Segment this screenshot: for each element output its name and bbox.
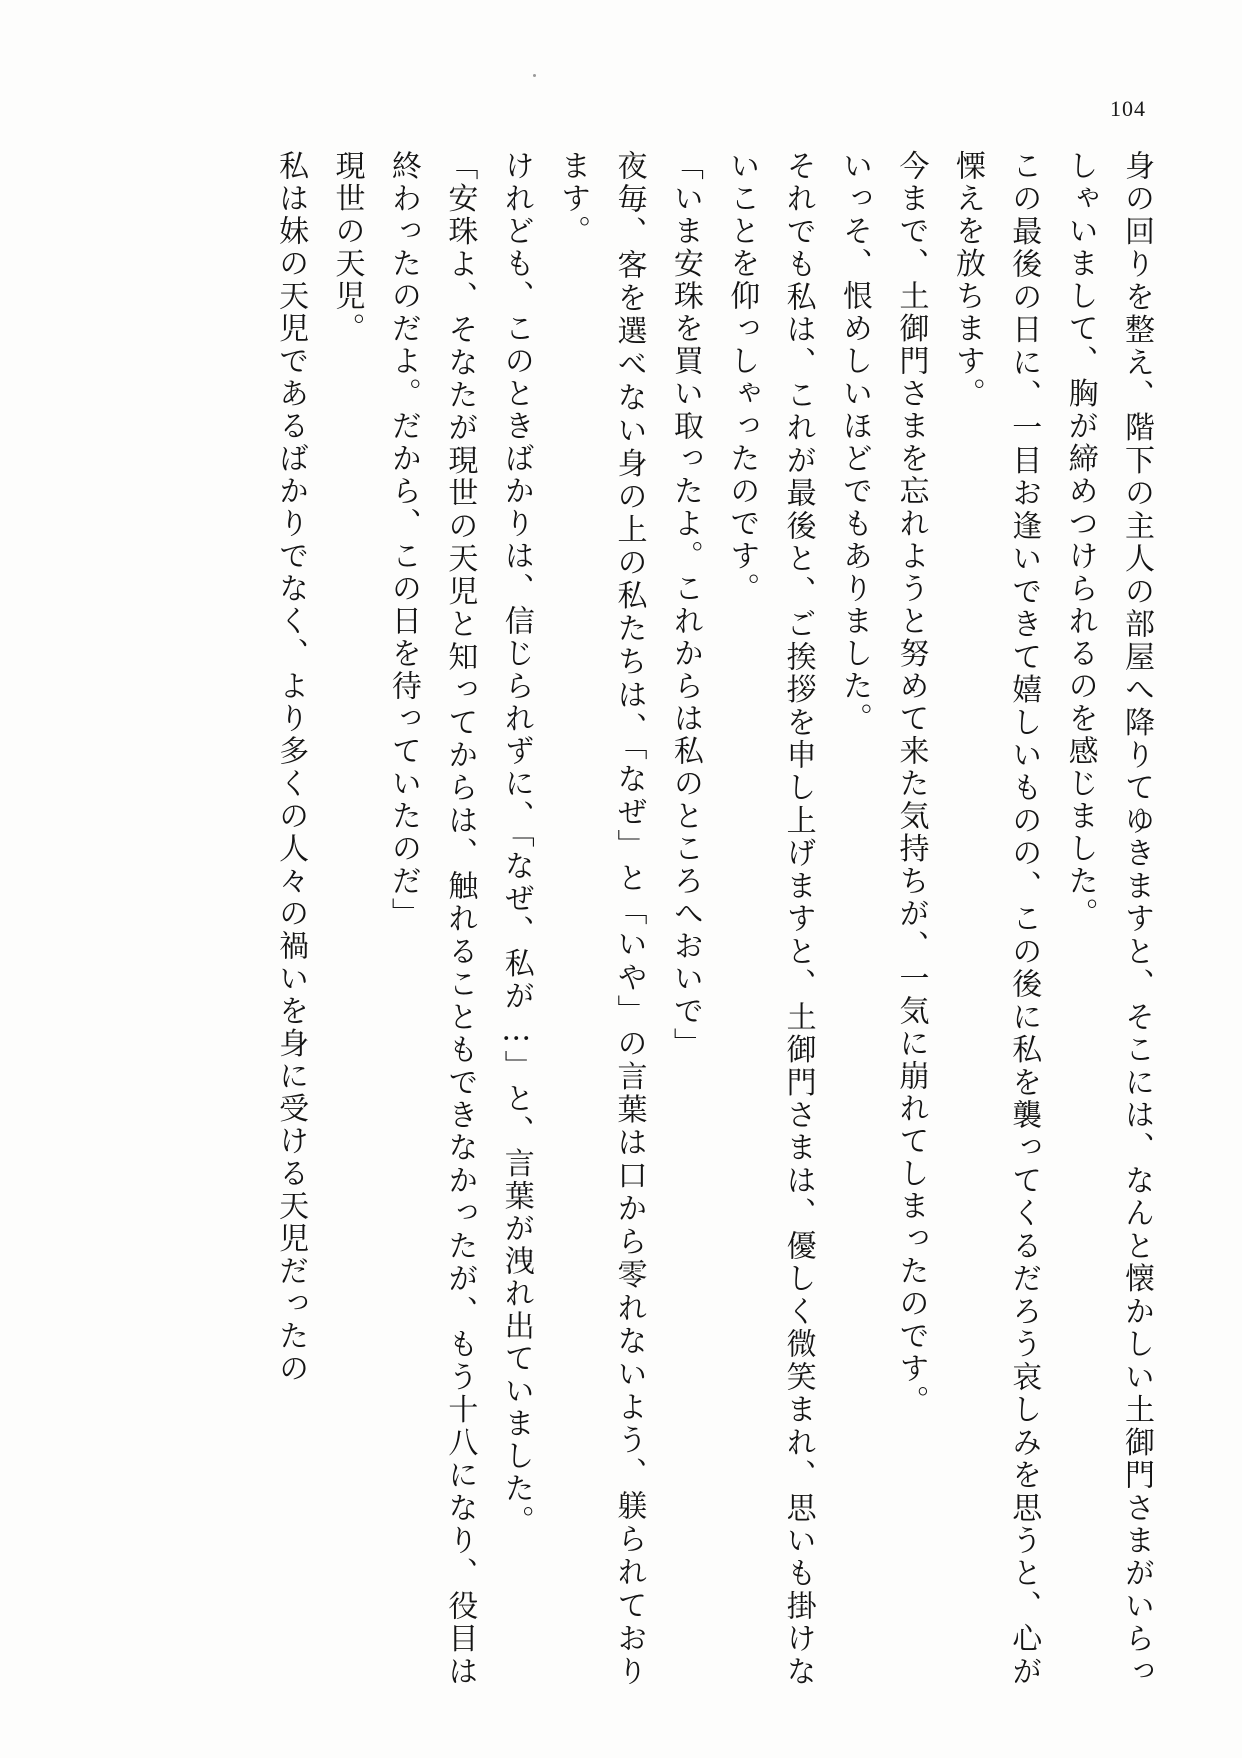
paragraph: それでも私は、これが最後と、ご挨拶を申し上げますと、土御門さまは、優しく微笑まれ、思いも掛けないことを仰っしゃったのです。 bbox=[724, 150, 816, 1689]
page-number: 104 bbox=[1110, 96, 1146, 121]
paragraph: この最後の日に、一目お逢いできて嬉しいものの、この後に私を襲ってくるだろう哀しみを思うと、心が慄えを放ちます。 bbox=[949, 150, 1042, 1689]
paragraph: 現世の天児。 bbox=[329, 150, 365, 345]
paragraph: 「安珠よ、そなたが現世の天児と知ってからは、触れることもできなかったが、もう十八になり、役目は終わったのだよ。だから、この日を待っていたのだ」 bbox=[385, 150, 478, 1688]
page-body-text bbox=[120, 150, 1164, 1688]
paragraph: 今まで、土御門さまを忘れようと努めて来た気持ちが、一気に崩れてしまったのです。 bbox=[893, 150, 929, 1418]
paragraph: 身の回りを整え、階下の主人の部屋へ降りてゆきますと、そこには、なんと懐かしい土御門さまがいらっしゃいまして、胸が締めつけられるのを感じました。 bbox=[1062, 150, 1154, 1689]
paragraph: けれども、このときばかりは、信じられずに、「なぜ、私が…」と、言葉が洩れ出ていました。 bbox=[498, 150, 534, 1538]
paragraph: 私は妹の天児であるばかりでなく、より多くの人々の禍いを身に受ける天児だったの bbox=[273, 150, 309, 1385]
paragraph: 「いま安珠を買い取ったよ。これからは私のところへおいで」 bbox=[667, 150, 703, 1060]
paragraph: 夜毎、客を選べない身の上の私たちは、「なぜ」と「いや」の言葉は口から零れないよう、躾られております。 bbox=[555, 150, 647, 1688]
paragraph: いっそ、恨めしいほどでもありました。 bbox=[837, 150, 873, 735]
page-speck bbox=[533, 74, 536, 77]
